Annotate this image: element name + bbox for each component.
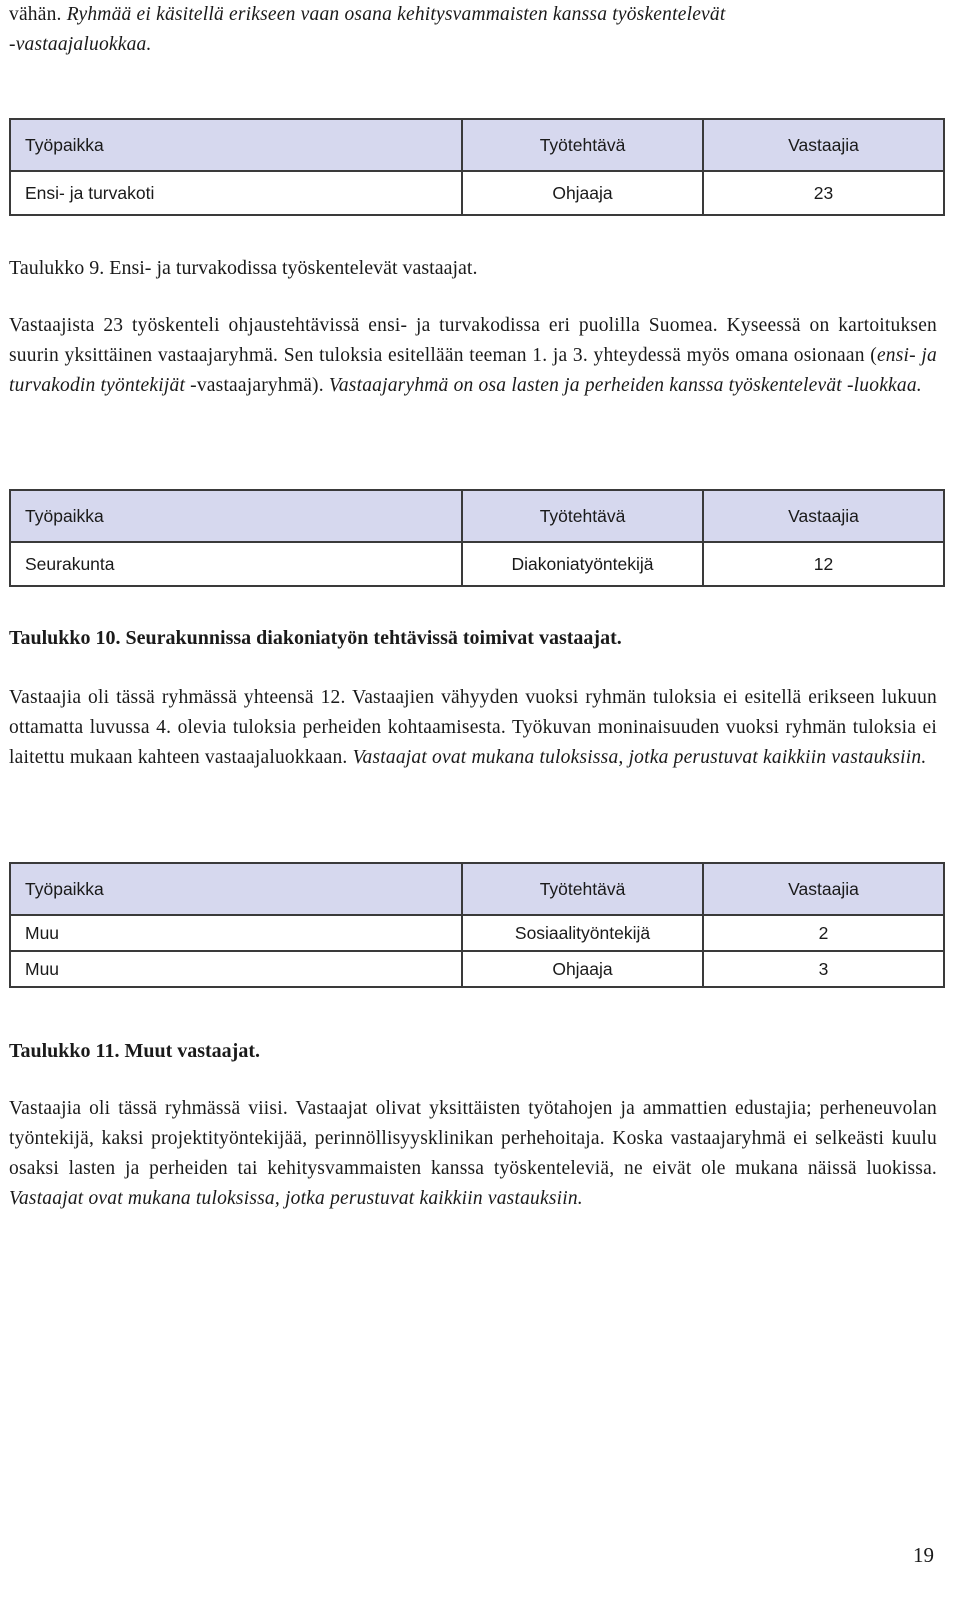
table-9-paragraph (9, 311, 937, 401)
paragraph-italic-text: Vastaajat ovat mukana tuloksissa, jotka perustuvat kaikkiin vastauksiin. (352, 747, 927, 768)
caption-text: Taulukko 10. Seurakunnissa diakoniatyön tehtävissä toimivat vastaajat. (9, 627, 622, 649)
caption-text: Taulukko 9. Ensi- ja turvakodissa työskentelevät vastaajat. (9, 257, 478, 279)
table-row (10, 951, 944, 987)
column-header-workplace: Työpaikka (10, 863, 462, 915)
table-9-caption (9, 254, 937, 282)
paragraph-italic-text: Vastaajat ovat mukana tuloksissa, jotka perustuvat kaikkiin vastauksiin. (9, 1188, 583, 1209)
table-10 (9, 489, 945, 587)
cell-workplace: Seurakunta (10, 542, 462, 586)
paragraph-italic-text-2: Vastaajaryhmä on osa lasten ja perheiden kanssa työskentelevät -luokkaa. (328, 375, 922, 396)
cell-task: Diakoniatyöntekijä (462, 542, 703, 586)
column-header-task: Työtehtävä (462, 863, 703, 915)
caption-text: Taulukko 11. Muut vastaajat. (9, 1040, 260, 1062)
intro-italic-text-2: -vastaajaluokkaa. (9, 34, 152, 55)
intro-paragraph (9, 0, 937, 60)
paragraph-text-2: -vastaajaryhmä). (185, 375, 329, 396)
cell-workplace: Ensi- ja turvakoti (10, 171, 462, 215)
paragraph-text: Vastaajia oli tässä ryhmässä viisi. Vastaajat olivat yksittäisten työtahojen ja ammattien edustajia; perheneuvolan työntekijä, kaksi projektityöntekijää, perinnöllisyysklinikan perhehoitaja. Koska vastaajaryhmä ei selkeästi kuulu osaksi lasten ja perheiden tai kehitysvammaisten kanssa työskenteleviä, ne eivät ole mukana näissä luokissa. (9, 1098, 937, 1179)
cell-task: Ohjaaja (462, 951, 703, 987)
column-header-respondents: Vastaajia (703, 490, 944, 542)
table-11-paragraph (9, 1094, 937, 1214)
cell-workplace: Muu (10, 915, 462, 951)
table-row (10, 171, 944, 215)
column-header-workplace: Työpaikka (10, 490, 462, 542)
column-header-workplace: Työpaikka (10, 119, 462, 171)
column-header-task: Työtehtävä (462, 119, 703, 171)
table-row (10, 542, 944, 586)
table-9 (9, 118, 945, 216)
column-header-respondents: Vastaajia (703, 863, 944, 915)
page-number: 19 (913, 1543, 934, 1567)
table-10-paragraph (9, 683, 937, 773)
table-row (10, 915, 944, 951)
cell-respondents: 2 (703, 915, 944, 951)
cell-respondents: 3 (703, 951, 944, 987)
paragraph-text: Vastaajista 23 työskenteli ohjaustehtävissä ensi- ja turvakodissa eri puolilla Suomea. Kyseessä on kartoituksen suurin yksittäinen vastaajaryhmä. Sen tuloksia esitellään teeman 1. ja 3. yhteydessä myös omana osionaan ( (9, 315, 937, 366)
cell-workplace: Muu (10, 951, 462, 987)
column-header-respondents: Vastaajia (703, 119, 944, 171)
paragraph-text: Vastaajia oli tässä ryhmässä yhteensä 12. Vastaajien vähyyden vuoksi ryhmän tuloksia ei esitellä erikseen lukuun ottamatta luvussa 4. olevia tuloksia perheiden kohtaamisesta. Työkuvan moninaisuuden vuoksi ryhmän tuloksia ei laitettu mukaan kahteen vastaajaluokkaan. (9, 687, 937, 768)
table-10-caption (9, 624, 937, 652)
intro-italic-text: Ryhmää ei käsitellä erikseen vaan osana kehitysvammaisten kanssa työskentelevät (66, 4, 726, 25)
cell-respondents: 12 (703, 542, 944, 586)
cell-task: Ohjaaja (462, 171, 703, 215)
paragraph-italic-text: ensi- ja turvakodin työntekijät (9, 345, 937, 396)
table-11 (9, 862, 945, 988)
cell-respondents: 23 (703, 171, 944, 215)
intro-text: vähän. (9, 4, 67, 25)
column-header-task: Työtehtävä (462, 490, 703, 542)
table-11-caption (9, 1037, 937, 1065)
cell-task: Sosiaalityöntekijä (462, 915, 703, 951)
